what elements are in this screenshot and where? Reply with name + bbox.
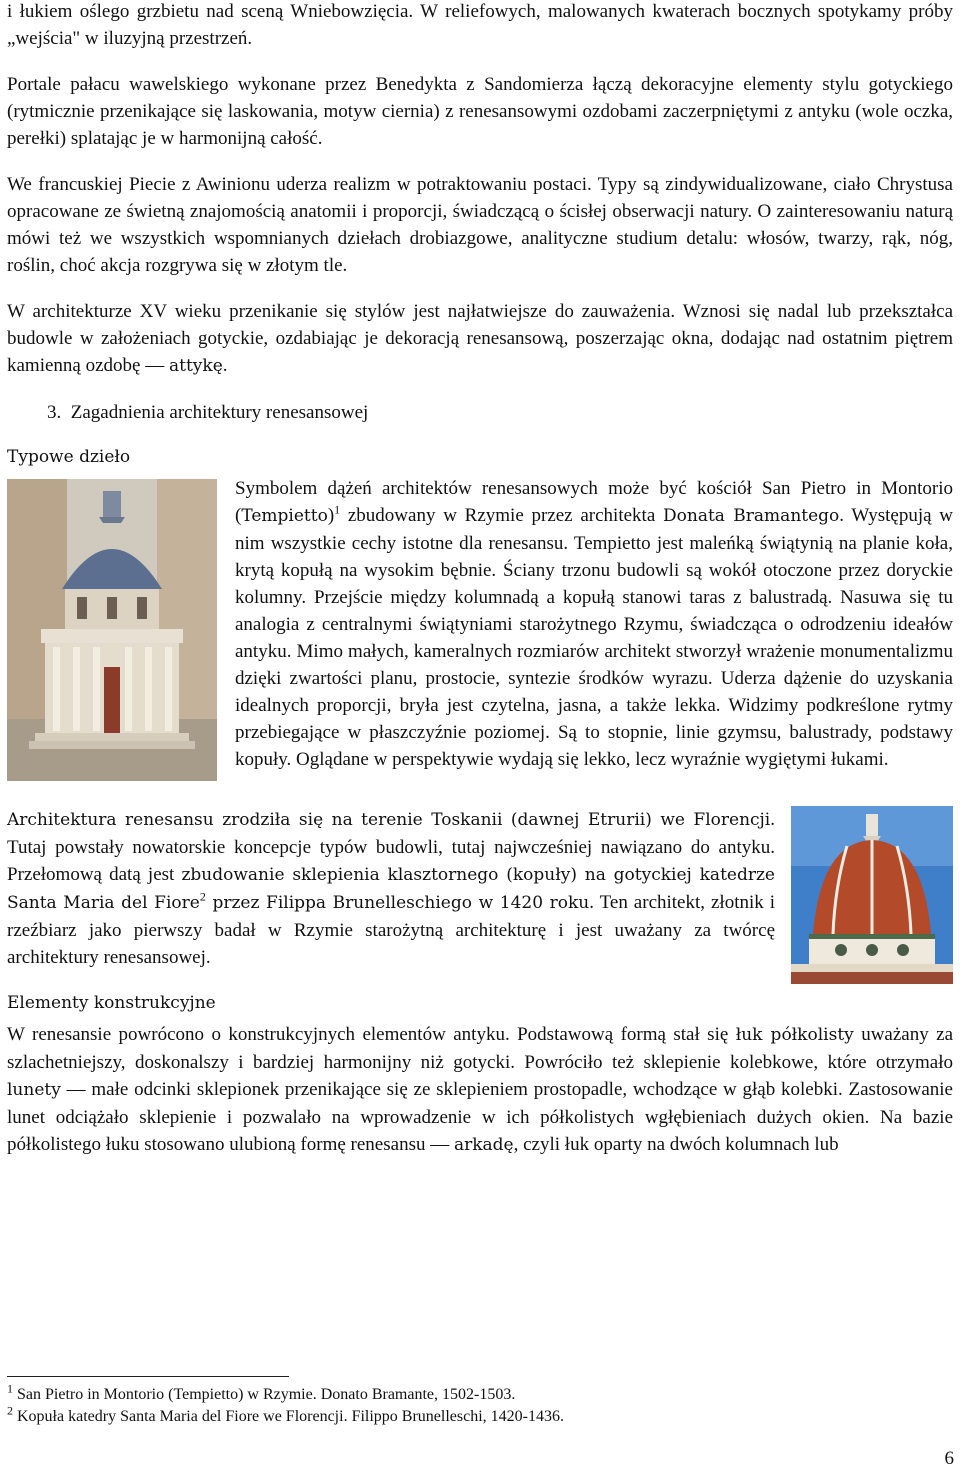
- footnote-1: [7, 1381, 564, 1406]
- page-content: [7, 0, 953, 1178]
- section-heading: [47, 399, 953, 426]
- construction-elements-heading: Elementy konstrukcyjne: [7, 993, 216, 1013]
- section-number: 3.: [47, 402, 62, 423]
- tempietto-block: [7, 475, 953, 792]
- text-run: zbudowany w Rzymie przez architekta: [340, 505, 663, 526]
- bold-florence: Architektura renesansu zrodziła się na terenie Toskanii (dawnej Etrurii) we Florencji: [7, 810, 771, 830]
- term-luk-polkolisty: łuk półkolisty: [735, 1025, 854, 1045]
- footnotes: [7, 1381, 564, 1428]
- footnote-number: 2: [7, 1403, 13, 1418]
- paragraph-intro-4: [7, 298, 953, 380]
- paragraph-intro-3: We francuskiej Piecie z Awinionu uderza realizm w potraktowaniu postaci. Typy są zindywidualizowane, ciało Chrystusa opracowane ze świetną znajomością anatomii i proporcji, świadczącą o ścisłej obserwacji natury. O zainteresowaniu naturą mówi też we wszystkich wspomnianych dziełach drobiazgowe, analityczne studium detalu: włosów, twarzy, rąk, nóg, roślin, choć akcja rozgrywa się w złotym tle.: [7, 174, 953, 276]
- text-run: uważany za szlachetniejszy, doskonalszy i bardziej harmonijny niż gotycki. Powróciło też sklepienie kolebkowe, które otrzymało: [7, 1024, 953, 1073]
- footnote-ref-2: 2: [199, 889, 206, 904]
- duomo-photo: [791, 806, 953, 984]
- duomo-image: [791, 806, 953, 984]
- paragraph-intro-1: i łukiem oślego grzbietu nad sceną Wniebowzięcia. W reliefowych, malowanych kwaterach bocznych spotykamy próby „wejścia" w iluzyjną przestrzeń.: [7, 1, 953, 49]
- text-run: . Tutaj powstały nowatorskie koncepcje typów budowli, tutaj najwcześniej nawiązano do antyku. Przełomową datą jest: [7, 809, 775, 885]
- term-arkada: arkadę: [453, 1135, 514, 1155]
- paragraph-intro-2: Portale pałacu wawelskiego wykonane przez Benedykta z Sandomierza łączą dekoracyjne elementy stylu gotyckiego (rytmicznie przenikające się laskowania, motyw ciernia) z renesansowymi ozdobami zaczerpniętymi z antyku (wole oczka, perełki) splatając je w harmonijną całość.: [7, 74, 953, 149]
- term-lunety: lunety: [7, 1080, 61, 1100]
- footnote-text: San Pietro in Montorio (Tempietto) w Rzymie. Donato Bramante, 1502-1503.: [13, 1386, 516, 1403]
- footnote-2: [7, 1403, 564, 1428]
- typical-work-heading: Typowe dzieło: [7, 447, 131, 467]
- bold-dome-construction: zbudowanie sklepienia klasztornego (kopuły) na gotyckiej katedrze Santa Maria del Fiore: [7, 865, 775, 913]
- footnote-number: 1: [7, 1381, 13, 1396]
- section-title: Zagadnienia architektury renesansowej: [70, 402, 369, 423]
- term-bramante: Donata Bramantego: [663, 506, 840, 526]
- bold-brunelleschi: przez Filippa Brunelleschiego w 1420 roku: [205, 893, 590, 913]
- text-run: W architekturze XV wieku przenikanie się stylów jest najłatwiejsze do zauważenia. Wznosi się nadal lub przekształca budowle w założeniach gotyckie, ozdabiając je dekoracją renesansową, poszerzając okna, dodając nad ostatnim piętrem kamienną ozdobę —: [7, 301, 953, 376]
- page-number: 6: [944, 1448, 954, 1469]
- text-run: Symbolem dążeń architektów renesansowych może być kościół San Pietro in Montorio (: [235, 478, 953, 526]
- construction-elements-paragraph: [7, 1021, 953, 1159]
- text-run: , czyli łuk oparty na dwóch kolumnach lub: [513, 1134, 839, 1155]
- tempietto-paragraph: Symbolem dążeń architektów renesansowych może być kościół San Pietro in Montorio (Tempietto)$^1$ zbudowany w Rzymie przez architekta Donata Bramantego. Występują w nim wszystkie cechy istotne dla renesansu. Tempietto jest maleńką świątynią na planie koła, krytą kopułą na wysokim bębnie. Ściany trzonu budowli są wokół otoczone przez doryckie kolumny. Przejście między kolumnadą a kopułą stanowi taras z balustradą. Nasuwa się tu analogia z centralnymi świątyniami starożytnego Rzymu, świadcząca o odrodzeniu ideałów antyku. Mimo małych, kameralnych rozmiarów architekt stworzył wrażenie monumentalizmu dzięki zwartości planu, prostocie, syntezie środków wyrazu. Uderza dążenie do uzyskania idealnych proporcji, bryła jest czytelna, jasna, a także lekka. Widzimy podkreślone rytmy przebiegające w płaszczyźnie poziomej. Są to stopnie, linie gzymsu, balustrady, podstawy kopuły. Oglądane w perspektywie wydają się lekko, lecz wyraźnie wygiętymi łukami.: [235, 478, 953, 770]
- tuscany-block: [7, 806, 953, 990]
- text-run: W renesansie powrócono o konstrukcyjnych elementów antyku. Podstawową formą stał się: [7, 1024, 736, 1045]
- text-run: .: [222, 355, 228, 376]
- tempietto-photo: [7, 479, 217, 781]
- text-run: — małe odcinki sklepionek przenikające się ze sklepieniem prostopadle, wchodzące w głąb kolebki. Zastosowanie lunet odciążało sklepienie i pozwalało na wprowadzenie w ich półkolistych wgłębieniach dużych okien. Na bazie półkolistego łuku stosowano ulubioną formę renesansu —: [7, 1079, 953, 1155]
- text-run: . Ten architekt, złotnik i rzeźbiarz jako pierwszy badał w Rzymie starożytną architekturę i jest uważany za twórcę architektury renesansowej.: [7, 892, 775, 968]
- footnote-text: Kopuła katedry Santa Maria del Fiore we Florencji. Filippo Brunelleschi, 1420-1436.: [13, 1408, 564, 1425]
- text-run: . Występują w nim wszystkie cechy istotne dla renesansu. Tempietto jest maleńką świątynią na planie koła, krytą kopułą na wysokim bębnie. Ściany trzonu budowli są wokół otoczone przez doryckie kolumny. Przejście między kolumnadą a kopułą stanowi taras z balustradą. Nasuwa się tu analogia z centralnymi świątyniami starożytnego Rzymu, świadcząca o odrodzeniu ideałów antyku. Mimo małych, kameralnych rozmiarów architekt stworzył wrażenie monumentalizmu dzięki zwartości planu, prostocie, syntezie środków wyrazu. Uderza dążenie do uzyskania idealnych proporcji, bryła jest czytelna, jasna, a także lekka. Widzimy podkreślone rytmy przebiegające w płaszczyźnie poziomej. Są to stopnie, linie gzymsu, balustrady, podstawy kopuły. Oglądane w perspektywie wydają się lekko, lecz wyraźnie wygiętymi łukami.: [235, 505, 953, 770]
- footnote-separator: [7, 1376, 289, 1377]
- term-tempietto: Tempietto: [241, 506, 328, 526]
- footnote-ref-1: 1: [334, 502, 341, 517]
- tempietto-image: [7, 479, 217, 781]
- term-attyka: attykę: [168, 356, 223, 376]
